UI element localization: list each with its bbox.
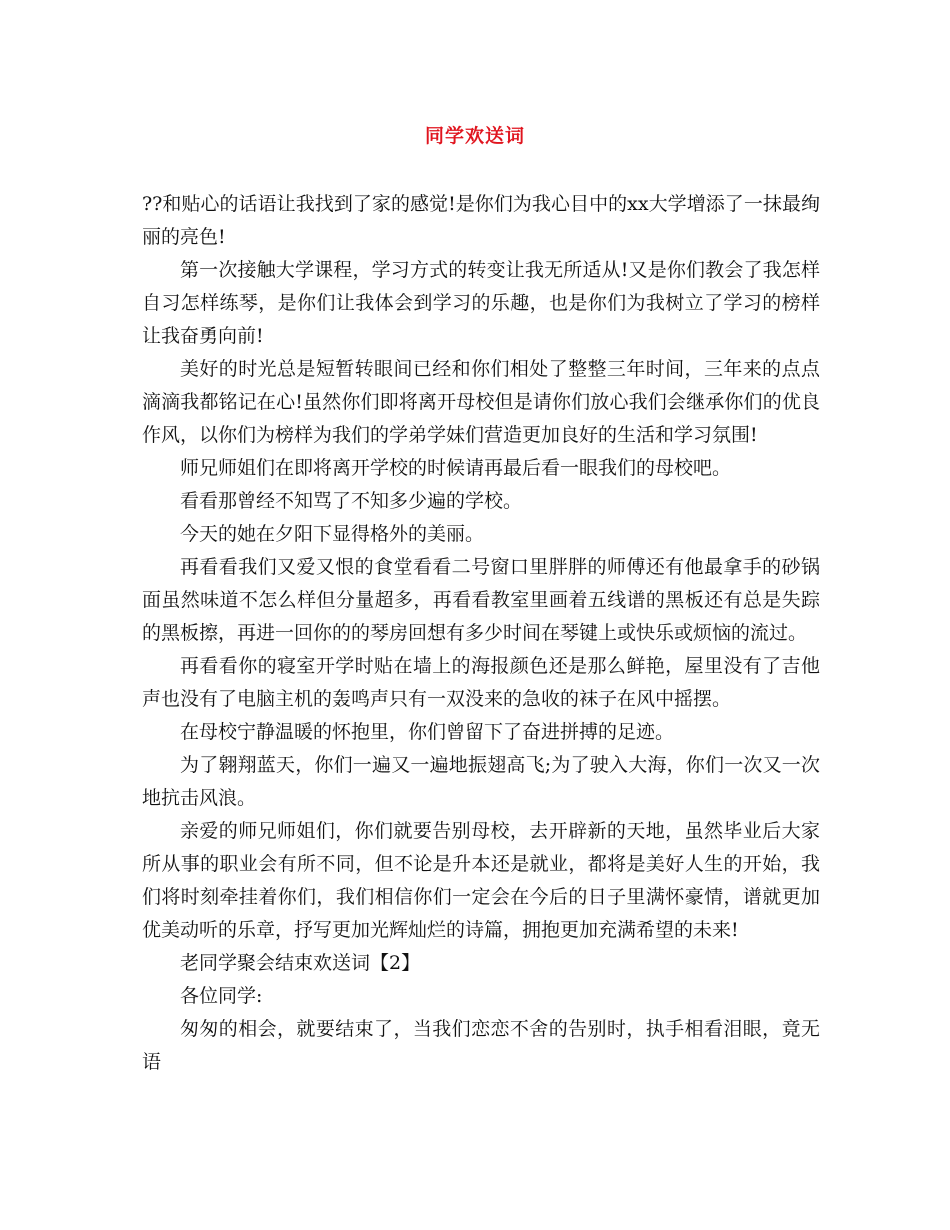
- document-body: [142, 188, 820, 1079]
- paragraph: 师兄师姐们在即将离开学校的时候请再最后看一眼我们的母校吧。: [180, 457, 732, 479]
- paragraph: 美好的时光总是短暂转眼间已经和你们相处了整整三年时间，三年来的点点滴滴我都铭记在心!虽然你们即将离开母校但是请你们放心我们会继承你们的优良作风，以你们为榜样为我们的学弟学妹们营造更加良好的生活和学习氛围!: [142, 358, 820, 446]
- paragraph: 今天的她在夕阳下显得格外的美丽。: [180, 523, 485, 545]
- paragraph: 再看看你的寝室开学时贴在墙上的海报颜色还是那么鲜艳，屋里没有了吉他声也没有了电脑主机的轰鸣声只有一双没来的急收的袜子在风中摇摆。: [142, 655, 820, 710]
- paragraph: 第一次接触大学课程，学习方式的转变让我无所适从!又是你们教会了我怎样自习怎样练琴，是你们让我体会到学习的乐趣，也是你们为我树立了学习的榜样让我奋勇向前!: [142, 259, 820, 347]
- document-title: 同学欢送词: [424, 125, 525, 147]
- paragraph: 看看那曾经不知骂了不知多少遍的学校。: [180, 490, 523, 512]
- paragraph: 再看看我们又爱又恨的食堂看看二号窗口里胖胖的师傅还有他最拿手的砂锅面虽然味道不怎么样但分量超多，再看看教室里画着五线谱的黑板还有总是失踪的黑板擦，再进一回你的的琴房回想有多少时间在琴键上或快乐或烦恼的流过。: [142, 556, 820, 644]
- paragraph: ??和贴心的话语让我找到了家的感觉!是你们为我心目中的xx大学增添了一抹最绚丽的亮色!: [142, 193, 820, 248]
- paragraph: 亲爱的师兄师姐们，你们就要告别母校，去开辟新的天地，虽然毕业后大家所从事的职业会有所不同，但不论是升本还是就业，都将是美好人生的开始，我们将时刻牵挂着你们，我们相信你们一定会在今后的日子里满怀豪情，谱就更加优美动听的乐章，抒写更加光辉灿烂的诗篇，拥抱更加充满希望的未来!: [142, 820, 820, 941]
- paragraph: 在母校宁静温暖的怀抱里，你们曾留下了奋进拼搏的足迹。: [180, 721, 675, 743]
- paragraph: 为了翱翔蓝天，你们一遍又一遍地振翅高飞;为了驶入大海，你们一次又一次地抗击风浪。: [142, 754, 820, 809]
- section-heading: 老同学聚会结束欢送词【2】: [180, 952, 421, 974]
- paragraph: 匆匆的相会，就要结束了，当我们恋恋不舍的告别时，执手相看泪眼，竟无语: [142, 1018, 820, 1073]
- salutation: 各位同学:: [180, 985, 263, 1007]
